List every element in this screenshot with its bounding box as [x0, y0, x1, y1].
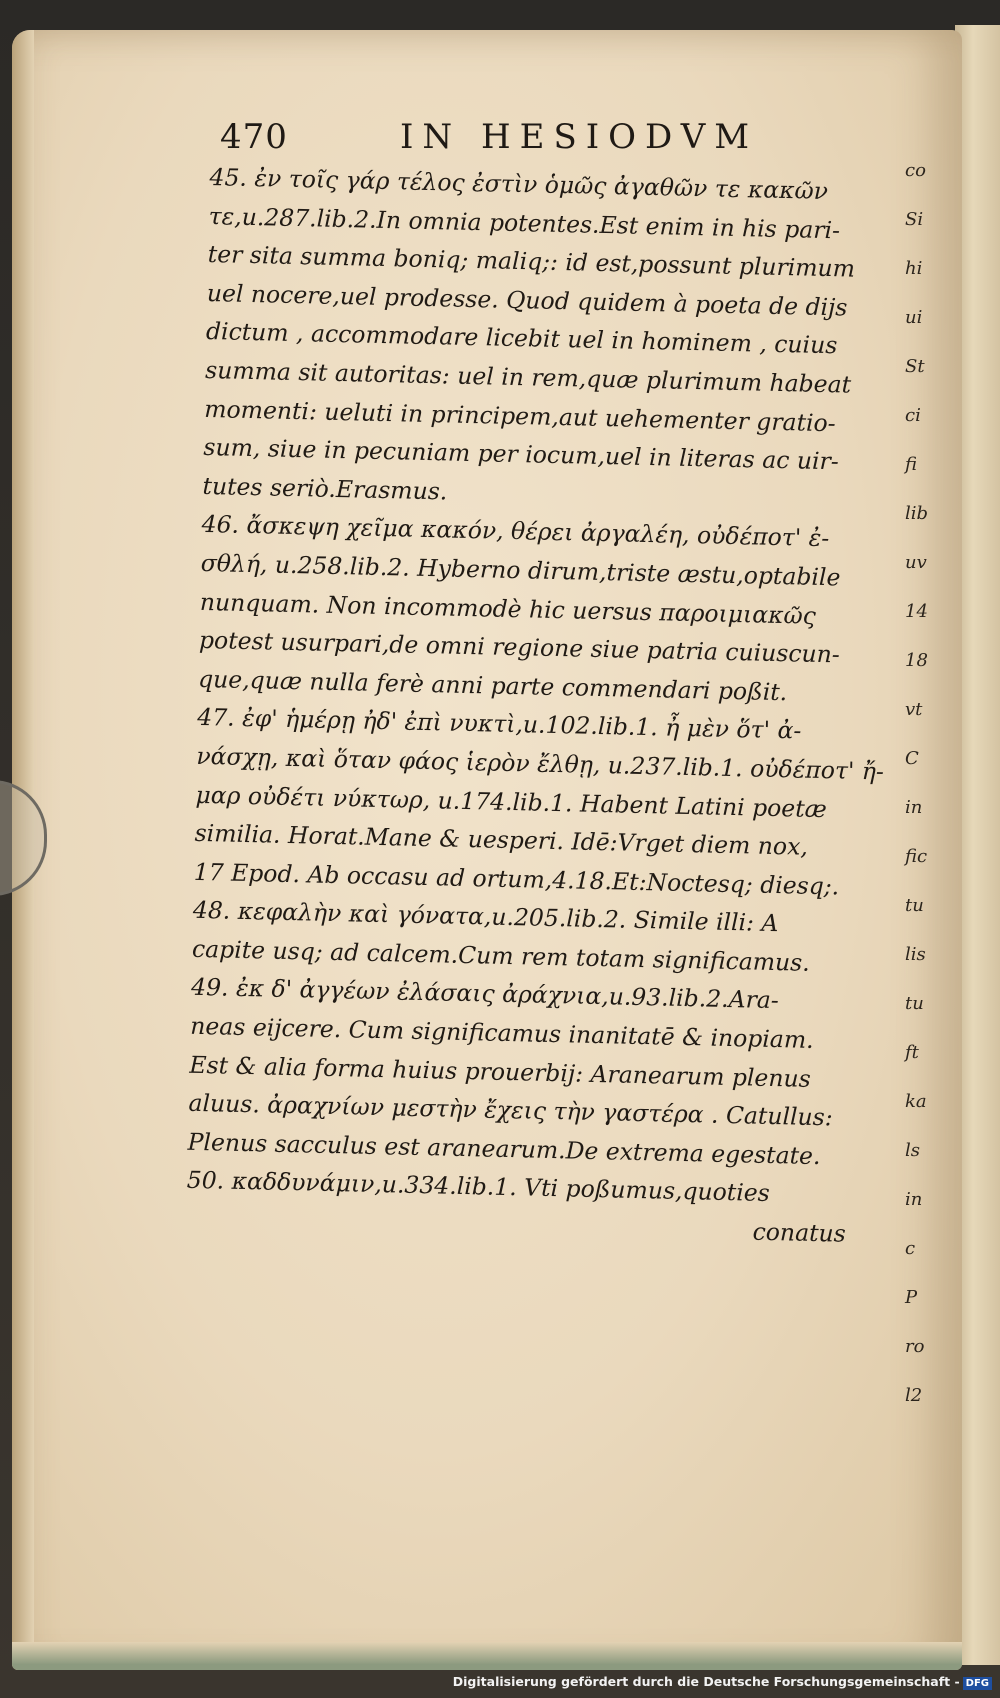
text-line: 45. ἐν τοῖς γάρ τέλος ἐστὶν ὁμῶς ἀγαθῶν τε κακῶν	[209, 162, 829, 206]
page-bottom-edge	[12, 1642, 962, 1670]
dfg-logo: DFG	[963, 1677, 992, 1690]
text-line: 48. κεφαλὴν καὶ γόνατα,u.205.lib.2. Simile illi: A	[192, 896, 779, 938]
margin-fragment: P	[905, 1287, 918, 1308]
text-line: tutes seriò.Erasmus.	[202, 471, 448, 506]
text-line: σθλή, u.258.lib.2. Hyberno dirum,triste æstu,optabile	[200, 548, 841, 592]
margin-fragment: lib	[905, 503, 929, 524]
text-line: conatus	[752, 1217, 847, 1248]
text-line: 17 Epod. Ab occasu ad ortum,4.18.Et:Noctesq; diesq;.	[193, 857, 840, 901]
margin-fragment: l2	[905, 1385, 923, 1406]
margin-fragment: St	[905, 356, 925, 377]
margin-fragment: hi	[905, 258, 923, 279]
body-text	[185, 158, 885, 1253]
margin-fragment: ui	[905, 307, 923, 328]
text-line: νάσχῃ, καὶ ὅταν φάος ἱερὸν ἔλθῃ, u.237.lib.1. οὐδέποτ' ἤ-	[196, 741, 885, 786]
text-line: capite usq; ad calcem.Cum rem totam significamus.	[191, 934, 811, 977]
text-line: τε,u.287.lib.2.In omnia potentes.Est enim in his pari-	[208, 201, 841, 244]
text-line: 49. ἐκ δ' ἀγγέων ἐλάσαις ἀράχνια,u.93.lib.2.Ara-	[190, 973, 780, 1015]
margin-fragment: C	[905, 748, 919, 769]
margin-fragment: ka	[905, 1091, 927, 1112]
margin-fragment: 14	[905, 601, 928, 622]
margin-fragment: co	[905, 160, 926, 181]
text-line: momenti: ueluti in principem,aut uehementer gratio-	[203, 394, 837, 437]
text-line: que,quæ nulla ferè anni parte commendari poßit.	[197, 664, 788, 706]
text-line: similia. Horat.Mane & uesperi. Idē:Vrget diem nox,	[194, 818, 809, 861]
running-title: IN HESIODVM	[400, 117, 759, 157]
text-line: summa sit autoritas: uel in rem,quæ plurimum habeat	[204, 355, 852, 399]
text-line: nunquam. Non incommodè hic uersus παροιμιακῶς	[199, 587, 817, 630]
margin-fragment: in	[905, 797, 923, 818]
margin-fragment: in	[905, 1189, 923, 1210]
margin-fragment: lis	[905, 944, 926, 965]
margin-fragment: ft	[905, 1042, 919, 1063]
text-line: 46. ἄσκεψη χεῖμα κακόν, θέρει ἀργαλέη, οὐδέποτ' ἐ-	[201, 510, 830, 553]
margin-fragment: ci	[905, 405, 921, 426]
text-line: Plenus sacculus est aranearum.De extrema egestate.	[187, 1127, 821, 1170]
text-line: uel nocere,uel prodesse. Quod quidem à poeta de dijs	[206, 278, 848, 322]
margin-fragment: fic	[905, 846, 928, 867]
margin-fragment: tu	[905, 993, 924, 1014]
margin-fragment: ro	[905, 1336, 925, 1357]
margin-fragment: ls	[905, 1140, 920, 1161]
text-line: dictum , accommodare licebit uel in hominem , cuius	[205, 317, 838, 360]
text-line: 47. ἐφ' ἡμέρῃ ἠδ' ἐπὶ νυκτὶ,u.102.lib.1. ἦ μὲν ὅτ' ἀ-	[196, 703, 802, 745]
margin-fragment: vt	[905, 699, 923, 720]
credit-text: Digitalisierung gefördert durch die Deutsche Forschungsgemeinschaft -	[452, 1674, 960, 1689]
text-line: 50. καδδυνάμιν,u.334.lib.1. Vti poßumus,quoties	[186, 1166, 771, 1208]
text-line: sum, siue in pecuniam per iocum,uel in literas ac uir-	[203, 433, 840, 476]
page-number: 470	[220, 117, 288, 157]
margin-fragment: 18	[905, 650, 928, 671]
text-line: aluus. ἀραχνίων μεστὴν ἔχεις τὴν γαστέρα . Catullus:	[188, 1089, 834, 1132]
text-line: neas eijcere. Cum significamus inanitatē & inopiam.	[189, 1011, 814, 1054]
margin-fragment: tu	[905, 895, 924, 916]
text-line: ter sita summa boniq; maliq;: id est,possunt plurimum	[207, 240, 856, 283]
margin-fragment: fi	[905, 454, 918, 475]
text-line: potest usurpari,de omni regione siue patria cuiuscun-	[198, 626, 841, 669]
margin-fragment: uv	[905, 552, 927, 573]
margin-fragment: c	[905, 1238, 916, 1259]
text-line: Est & alia forma huius prouerbij: Aranearum plenus	[189, 1050, 812, 1093]
opposite-page-margin-text	[905, 160, 955, 1460]
margin-fragment: Si	[905, 209, 924, 230]
digitization-credit	[453, 1674, 992, 1690]
text-line: μαρ οὐδέτι νύκτωρ, u.174.lib.1. Habent Latini poetæ	[195, 780, 828, 823]
